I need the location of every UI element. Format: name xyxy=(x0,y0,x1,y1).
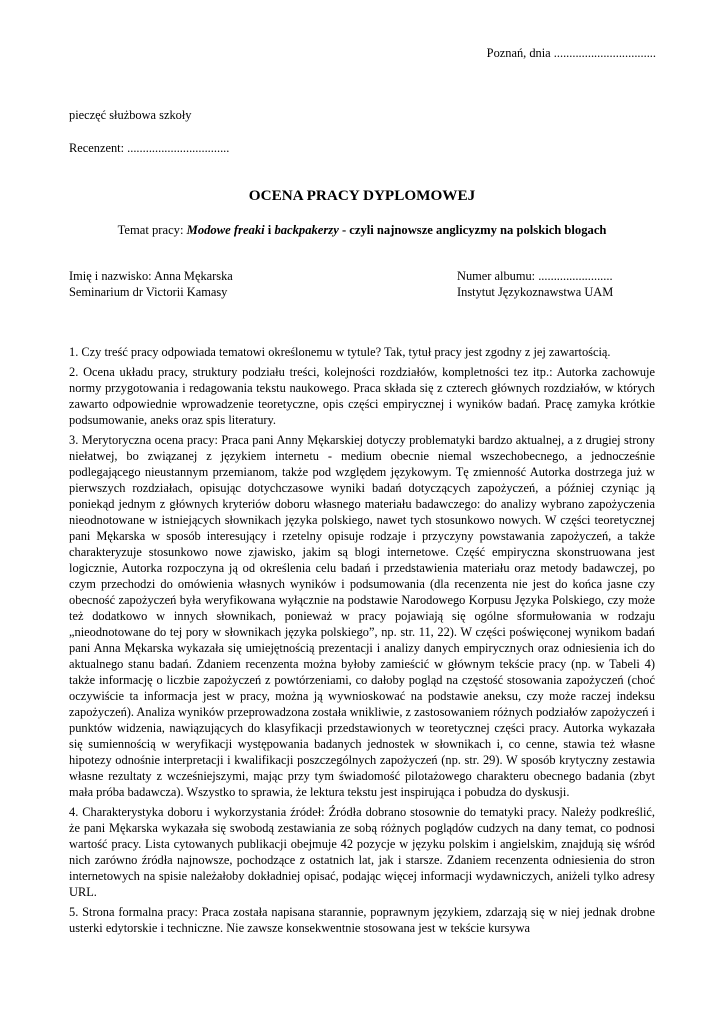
school-stamp-label: pieczęć służbowa szkoły xyxy=(69,108,192,122)
topic-suffix: - czyli najnowsze anglicyzmy na polskich blogach xyxy=(338,223,607,237)
review-paragraph-1: 1. Czy treść pracy odpowiada tematowi określonemu w tytule? Tak, tytuł pracy jest zgodny z jej zawartością. xyxy=(69,345,611,359)
student-name: Imię i nazwisko: Anna Mękarska xyxy=(69,269,233,283)
topic-italic-1: Modowe freaki xyxy=(186,223,265,237)
review-body xyxy=(69,344,655,940)
reviewer-line: Recenzent: ................................. xyxy=(69,141,230,155)
document-title: OCENA PRACY DYPLOMOWEJ xyxy=(248,187,476,204)
topic-prefix: Temat pracy: xyxy=(117,223,187,237)
review-paragraph-5: 5. Strona formalna pracy: Praca została napisana starannie, poprawnym językiem, zdarzają się w niej jednak drobne usterki edytorskie i techniczne. Nie zawsze konsekwentnie stosowana jest w tekście kursywa xyxy=(69,905,655,935)
student-info-right xyxy=(457,268,613,300)
topic-mid: i xyxy=(264,223,275,237)
student-info-left xyxy=(69,268,233,300)
review-paragraph-2: 2. Ocena układu pracy, struktury podziału treści, kolejności rozdziałów, kompletności tez itp.: Autorka zachowuje normy przygotowania i redagowania tekstu naukowego. Praca składa się z czterech głównych rozdziałów, w których zawarto odpowiednie wprowadzenie teoretyczne, opis części empirycznej i wyników badań. Pracę zamyka krótkie podsumowanie, aneks oraz spis literatury. xyxy=(69,365,655,427)
seminar-name: Seminarium dr Victorii Kamasy xyxy=(69,285,228,299)
place-date-line: Poznań, dnia ................................. xyxy=(486,46,656,60)
review-paragraph-4: 4. Charakterystyka doboru i wykorzystania źródeł: Źródła dobrano stosownie do tematyki pracy. Należy podkreślić, że pani Mękarska wykazała się swobodą zestawiania ze sobą różnych poglądów cudzych na dany temat, co podnosi wartość pracy. Lista cytowanych publikacji obejmuje 42 pozycje w języku polskim i angielskim, znajdują się wśród nich zarówno źródła najnowsze, pochodzące z ostatnich lat, jak i starsze. Zdaniem recenzenta odniesienia do stron internetowych na spisie należałoby dokładniej opisać, podając więcej informacji wydawniczych, aniżeli tylko adresy URL. xyxy=(69,805,655,899)
review-paragraph-3: 3. Merytoryczna ocena pracy: Praca pani Anny Mękarskiej dotyczy problematyki bardzo aktualnej, a z drugiej strony niełatwej, bo związanej z językiem internetu - medium obecnie niemal wszechobecnego, a jednocześnie podlegającego nieustannym przemianom, także pod względem językowym. Tę zmienność Autorka dostrzega już w pierwszych rozdziałach, opisując dotychczasowe wyniki badań dotyczących zapożyczeń, a później czyniąc ją poniekąd jednym z głównych kryteriów doboru własnego materiału badawczego: do analizy wybrano zapożyczenia nieodnotowane w istniejących słownikach języka polskiego, nawet tych stosunkowo nowych. W części teoretycznej pani Mękarska w sposób interesujący i rzetelny opisuje rodzaje i przyczyny powstawania zapożyczeń, a także charakteryzuje stosunkowo nowe zjawisko, jakim są blogi internetowe. Część empiryczna skonstruowana jest logicznie, Autorka rozpoczyna ją od określenia celu badań i przedstawienia materiału oraz metody badawczej, po czym przechodzi do omówienia własnych wyników i podsumowania (dla recenzenta nie jest do końca jasne czy obecność zapożyczeń była weryfikowana wyłącznie na podstawie Narodowego Korpusu Języka Polskiego, czy może też dodatkowo w innych słownikach, ponieważ w pracy pojawiają się ogólne sformułowania w rodzaju „nieodnotowane do tej pory w słownikach języka polskiego”, np. str. 11, 22). W części poświęconej wynikom badań pani Anna Mękarska wykazała się umiejętnością prezentacji i analizy danych empirycznych oraz odniesienia ich do aktualnego stanu badań. Zdaniem recenzenta można byłoby zamieścić w głównym tekście pracy (np. w Tabeli 4) także informację o liczbie zapożyczeń z powtórzeniami, co dałoby pogląd na częstość stosowania zapożyczeń (choć oczywiście ta informacja jest w pracy, można ją wywnioskować na podstawie aneksu, czy może raczej indeksu zapożyczeń). Analiza wyników przeprowadzona została wnikliwie, z zastosowaniem różnych podziałów zapożyczeń i punktów widzenia, nawiązujących do klasyfikacji przedstawionych w teoretycznej części pracy. Autorka wykazała się sumiennością w weryfikacji występowania badanych jednostek w słownikach i, co cenne, stawia też własne hipotezy odnośnie interpretacji i kwalifikacji poszczególnych zapożyczeń (np. str. 29). W sposób krytyczny zestawia własne rezultaty z wcześniejszymi, mając przy tym świadomość pilotażowego charakteru obecnego badania (zbyt mała próba badawcza). Wszystko to sprawia, że lektura tekstu jest inspirująca i pobudza do dyskusji. xyxy=(69,433,655,799)
album-number: Numer albumu: ........................ xyxy=(457,269,613,283)
topic-italic-2: backpakerzy xyxy=(274,223,339,237)
thesis-topic xyxy=(0,222,724,238)
institute-name: Instytut Językoznawstwa UAM xyxy=(457,285,614,299)
